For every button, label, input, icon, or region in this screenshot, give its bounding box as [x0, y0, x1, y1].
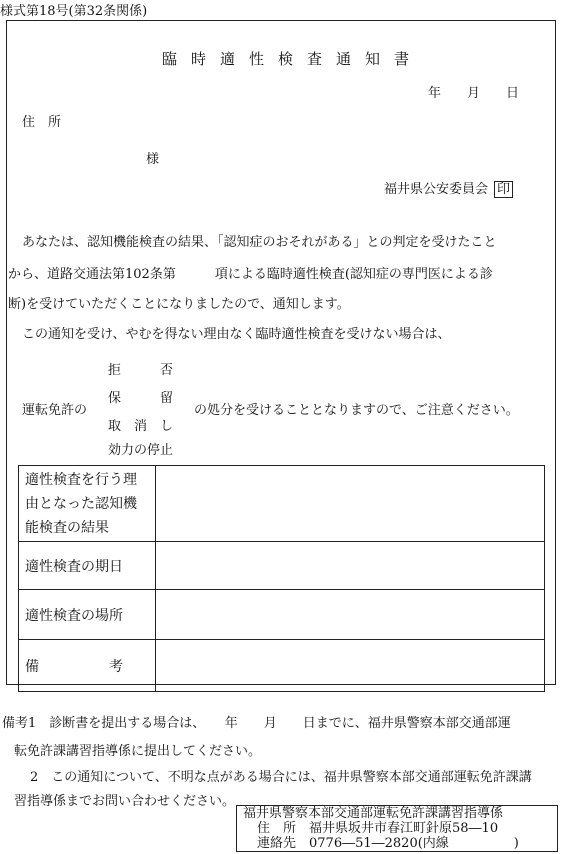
- option-suspension: 保 留: [108, 391, 174, 406]
- consequence-text: の処分を受けることとなりますので、ご注意ください。: [194, 403, 519, 418]
- license-label: 運転免許の: [22, 403, 88, 418]
- row-value-reason[interactable]: [156, 466, 545, 542]
- option-stop: 効力の停止: [108, 443, 174, 458]
- issuer-line: [384, 178, 513, 198]
- body-line-3: 断)を受けていただくことになりましたので、通知します。: [8, 297, 350, 312]
- row-label-date: 適性検査の期日: [19, 542, 156, 590]
- body-line-4: この通知を受け、やむを得ない理由なく臨時適性検査を受けない場合は、: [22, 327, 451, 342]
- note-1-line-b: 転免許課講習指導係に提出してください。: [14, 744, 262, 759]
- table-row: [19, 590, 545, 640]
- date-line: 年 月 日: [428, 86, 520, 101]
- note-1-line-a: 備考1 診断書を提出する場合は、 年 月 日までに、福井県警察本部交通部運: [2, 716, 511, 731]
- body-line-2: から、道路交通法第102条第 項による臨時適性検査(認知症の専門医による診: [8, 267, 493, 282]
- row-value-place[interactable]: [156, 590, 545, 640]
- body-line-1: あなたは、認知機能検査の結果、「認知症のおそれがある」との判定を受けたこと: [22, 235, 497, 250]
- document-title: 臨時適性検査通知書: [162, 50, 424, 68]
- row-label-reason: 適性検査を行う理由となった認知機能検査の結果: [19, 466, 156, 542]
- issuer-name: 福井県公安委員会: [384, 182, 489, 197]
- note-2-line-b: 習指導係までお問い合わせください。: [14, 794, 236, 809]
- contact-address: 住 所 福井県坂井市春江町針原58―10: [257, 821, 499, 836]
- option-refusal: 拒 否: [108, 363, 174, 378]
- row-value-date[interactable]: [156, 542, 545, 590]
- form-number: 様式第18号(第32条関係): [0, 4, 148, 19]
- seal-mark: 印: [494, 181, 513, 198]
- note-2-line-a: 2 この通知について、不明な点がある場合には、福井県警察本部交通部運転免許課講: [30, 770, 532, 785]
- option-revocation: 取 消 し: [108, 419, 174, 434]
- address-label: 住 所: [22, 115, 62, 130]
- row-label-place: 適性検査の場所: [19, 590, 156, 640]
- table-row: [19, 542, 545, 590]
- contact-box: [236, 805, 558, 852]
- contact-dept: 福井県警察本部交通部運転免許課講習指導係: [243, 806, 504, 821]
- info-table: [18, 465, 545, 692]
- contact-phone: 連絡先 0776―51―2820(内線 ): [257, 836, 519, 851]
- row-label-remarks: 備 考: [19, 640, 156, 692]
- row-value-remarks[interactable]: [156, 640, 545, 692]
- table-row: [19, 640, 545, 692]
- recipient-sama: 様: [146, 152, 160, 167]
- table-row: [19, 466, 545, 542]
